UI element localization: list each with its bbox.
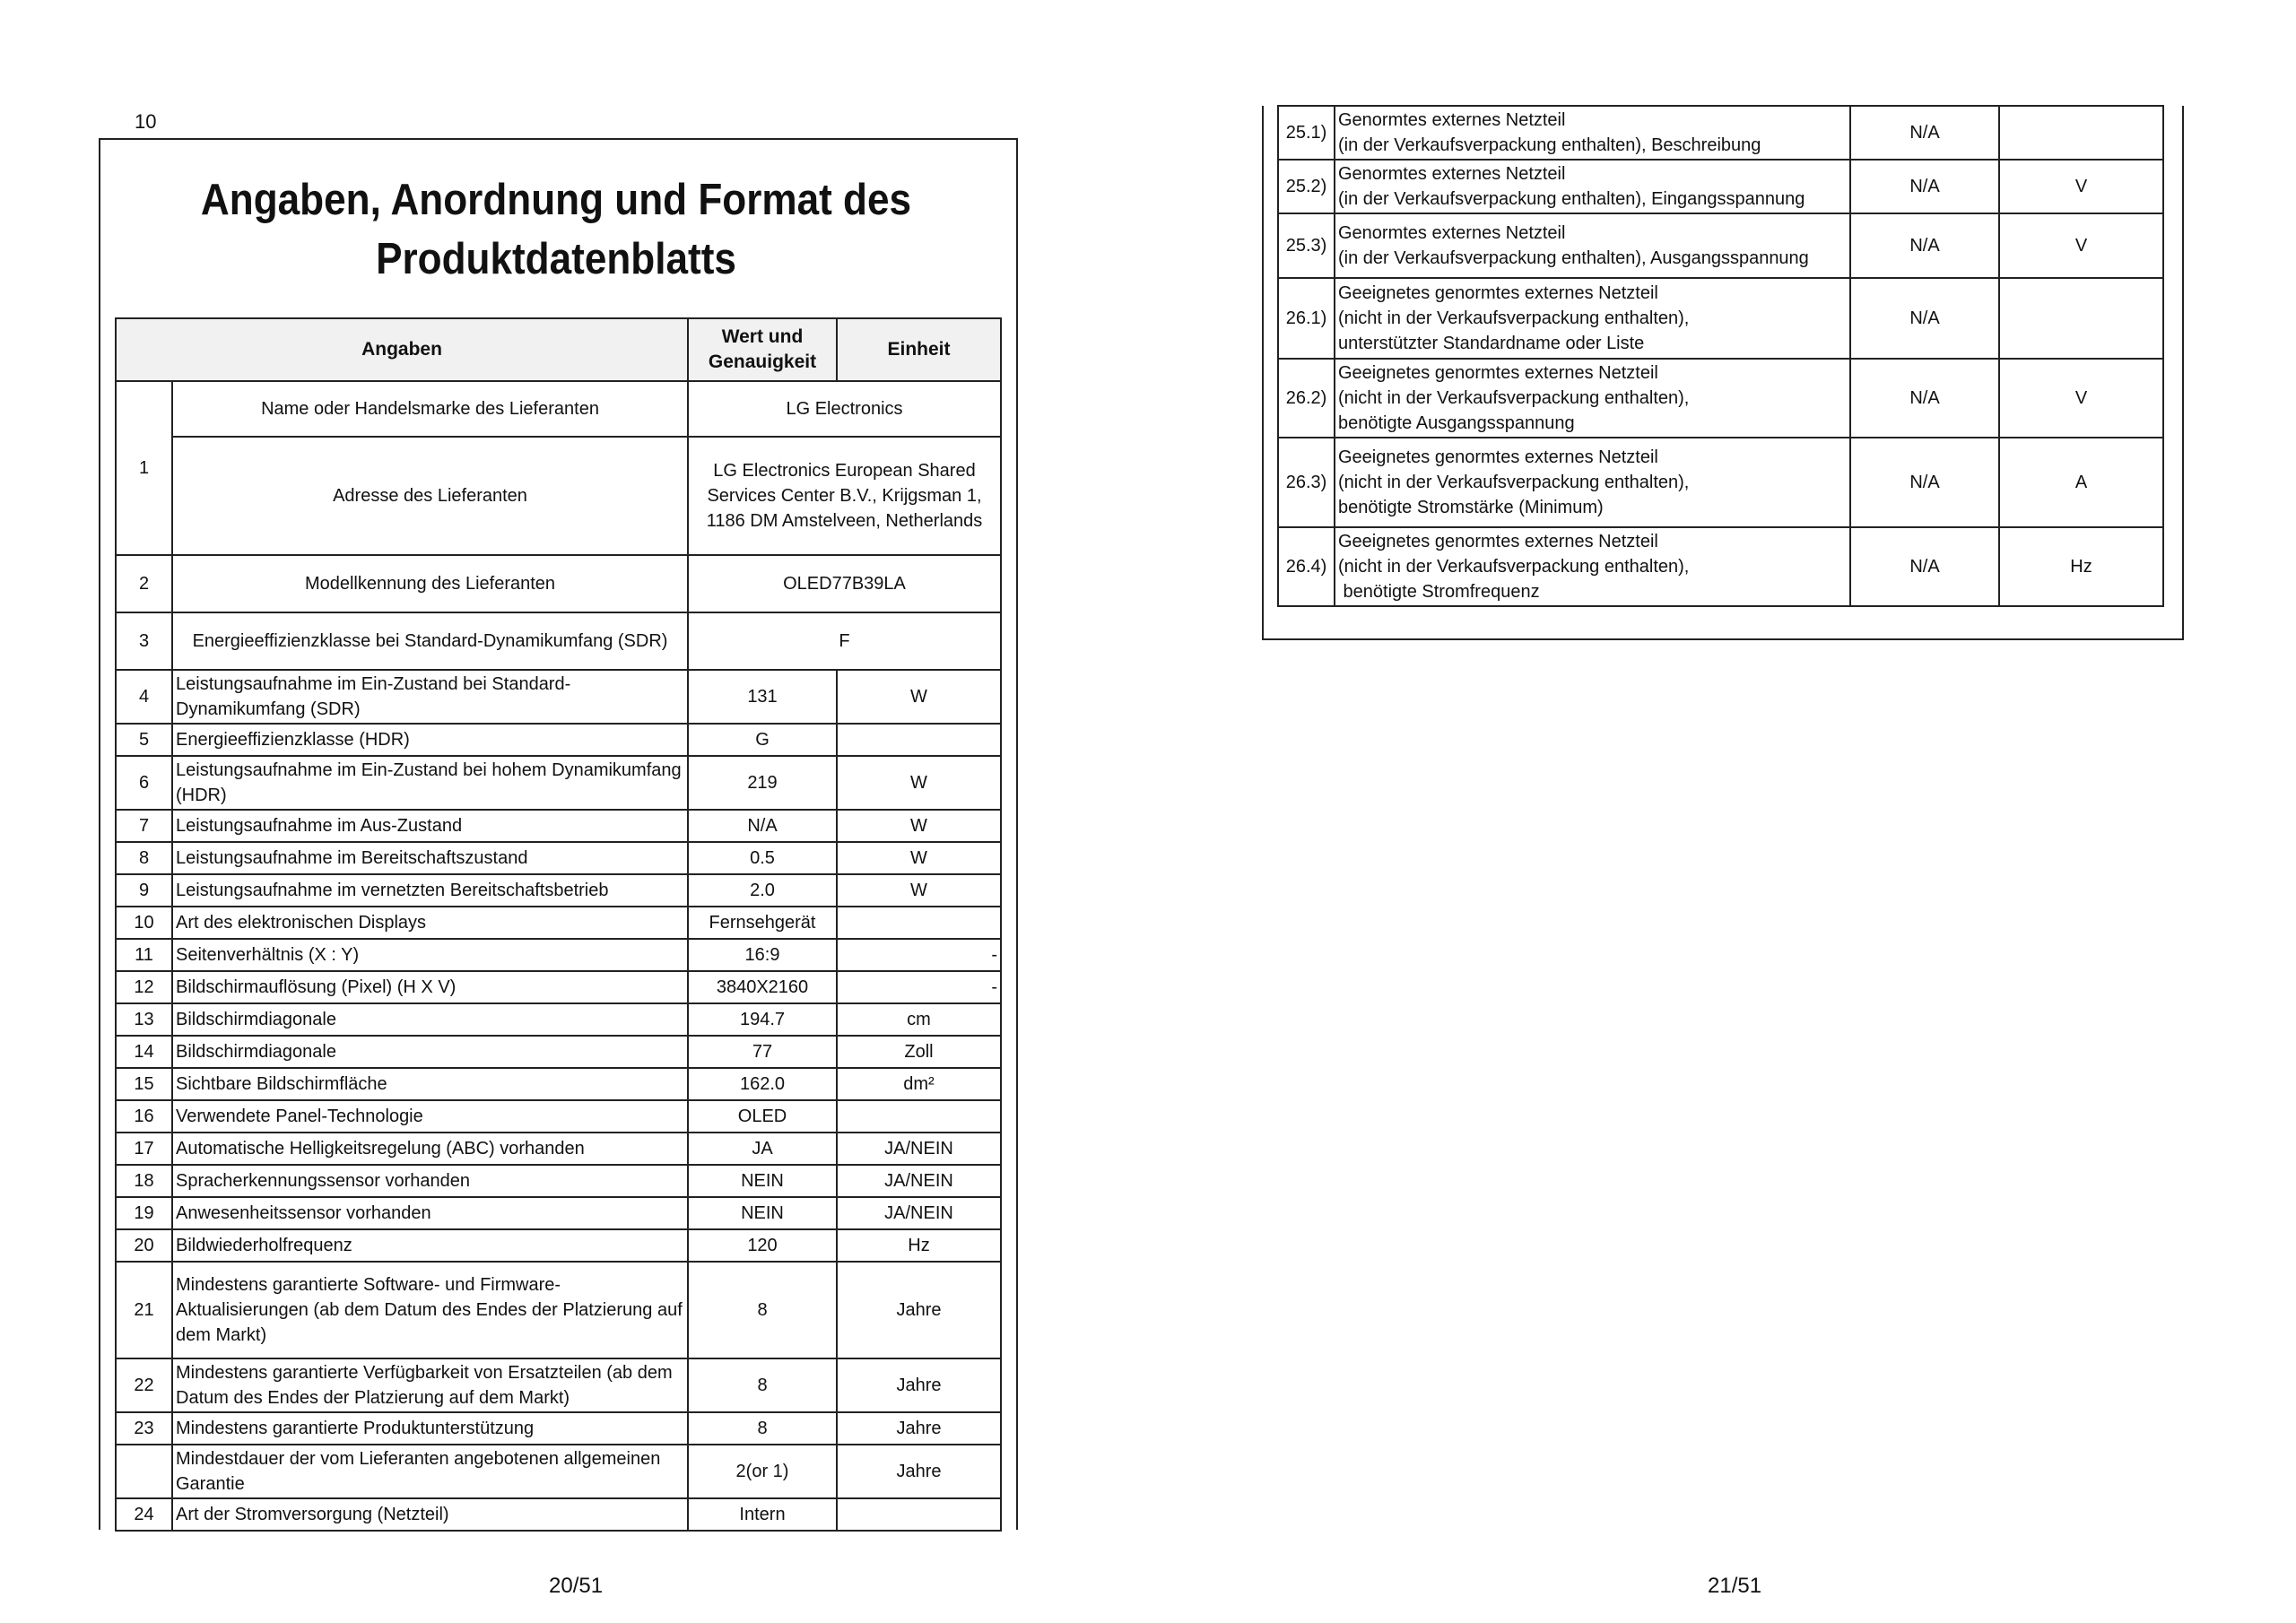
row-unit: Zoll [837, 1036, 1001, 1068]
row-number: 1 [116, 381, 172, 555]
title-line-1: Angaben, Anordnung und Format des [200, 176, 912, 224]
row-value: 2(or 1) [688, 1445, 837, 1498]
header-einheit: Einheit [837, 318, 1001, 381]
row-value: 0.5 [688, 842, 837, 874]
row-unit [837, 1100, 1001, 1133]
row-value: 8 [688, 1412, 837, 1445]
row-value-energy-class-sdr: F [688, 612, 1001, 670]
header-angaben: Angaben [116, 318, 688, 381]
page-title [144, 170, 968, 289]
row-label: Bildwiederholfrequenz [172, 1229, 688, 1262]
row-value: N/A [1850, 438, 1999, 527]
row-label: Mindestens garantierte Software- und Firmware-Aktualisierungen (ab dem Datum des Endes der Platzierung auf dem Markt) [172, 1262, 688, 1358]
row-number: 8 [116, 842, 172, 874]
header-wert: Wert und Genauigkeit [688, 318, 837, 381]
row-label-supplier-name: Name oder Handelsmarke des Lieferanten [172, 381, 688, 437]
row-value-supplier-name: LG Electronics [688, 381, 1001, 437]
page-footer-right: 21/51 [1708, 1574, 1762, 1598]
row-unit: Hz [837, 1229, 1001, 1262]
row-number: 16 [116, 1100, 172, 1133]
row-unit: V [1999, 213, 2163, 278]
row-unit [837, 907, 1001, 939]
row-unit: JA/NEIN [837, 1165, 1001, 1197]
row-value: N/A [1850, 213, 1999, 278]
row-unit: Hz [1999, 527, 2163, 606]
row-value: JA [688, 1133, 837, 1165]
row-unit: JA/NEIN [837, 1197, 1001, 1229]
row-label-model: Modellkennung des Lieferanten [172, 555, 688, 612]
row-value: N/A [1850, 106, 1999, 160]
row-label: Verwendete Panel-Technologie [172, 1100, 688, 1133]
row-number: 17 [116, 1133, 172, 1165]
row-unit: Jahre [837, 1358, 1001, 1412]
row-value: 194.7 [688, 1003, 837, 1036]
row-value: 162.0 [688, 1068, 837, 1100]
page-footer-left: 20/51 [549, 1574, 604, 1598]
row-value: N/A [1850, 527, 1999, 606]
row-label: Art des elektronischen Displays [172, 907, 688, 939]
row-value: 131 [688, 670, 837, 724]
row-number: 3 [116, 612, 172, 670]
power-supply-table [1277, 105, 2164, 607]
row-unit [837, 724, 1001, 756]
row-number: 26.2) [1278, 359, 1335, 438]
row-unit: W [837, 756, 1001, 810]
row-label: Geeignetes genormtes externes Netzteil (nicht in der Verkaufsverpackung enthalten), benötigte Stromfrequenz [1335, 527, 1850, 606]
row-value: 8 [688, 1262, 837, 1358]
row-label: Genormtes externes Netzteil (in der Verkaufsverpackung enthalten), Eingangsspannung [1335, 160, 1850, 213]
row-value: 16:9 [688, 939, 837, 971]
row-number: 2 [116, 555, 172, 612]
row-unit [1999, 106, 2163, 160]
row-number: 15 [116, 1068, 172, 1100]
row-label: Geeignetes genormtes externes Netzteil (nicht in der Verkaufsverpackung enthalten), benötigte Stromstärke (Minimum) [1335, 438, 1850, 527]
product-data-table [115, 317, 1002, 1532]
row-label: Leistungsaufnahme im Ein-Zustand bei hohem Dynamikumfang (HDR) [172, 756, 688, 810]
row-label: Leistungsaufnahme im vernetzten Bereitschaftsbetrieb [172, 874, 688, 907]
row-unit: - [837, 939, 1001, 971]
row-unit: W [837, 842, 1001, 874]
row-label: Bildschirmauflösung (Pixel) (H X V) [172, 971, 688, 1003]
row-label: Sichtbare Bildschirmfläche [172, 1068, 688, 1100]
row-number: 5 [116, 724, 172, 756]
row-unit: W [837, 874, 1001, 907]
row-value: OLED [688, 1100, 837, 1133]
row-label: Genormtes externes Netzteil (in der Verkaufsverpackung enthalten), Ausgangsspannung [1335, 213, 1850, 278]
row-label: Spracherkennungssensor vorhanden [172, 1165, 688, 1197]
row-number [116, 1445, 172, 1498]
row-number: 18 [116, 1165, 172, 1197]
row-label: Leistungsaufnahme im Aus-Zustand [172, 810, 688, 842]
row-number: 25.1) [1278, 106, 1335, 160]
row-number: 21 [116, 1262, 172, 1358]
row-number: 25.3) [1278, 213, 1335, 278]
row-value-supplier-address: LG Electronics European Shared Services Center B.V., Krijgsman 1, 1186 DM Amstelveen, Netherlands [688, 437, 1001, 555]
row-number: 13 [116, 1003, 172, 1036]
row-label: Geeignetes genormtes externes Netzteil (nicht in der Verkaufsverpackung enthalten), benötigte Ausgangsspannung [1335, 359, 1850, 438]
row-unit: V [1999, 359, 2163, 438]
row-number: 7 [116, 810, 172, 842]
row-unit: dm² [837, 1068, 1001, 1100]
row-unit: - [837, 971, 1001, 1003]
row-number: 19 [116, 1197, 172, 1229]
row-label-supplier-address: Adresse des Lieferanten [172, 437, 688, 555]
row-label: Leistungsaufnahme im Bereitschaftszustand [172, 842, 688, 874]
row-number: 10 [116, 907, 172, 939]
row-label: Automatische Helligkeitsregelung (ABC) vorhanden [172, 1133, 688, 1165]
row-label: Bildschirmdiagonale [172, 1036, 688, 1068]
row-label: Genormtes externes Netzteil (in der Verkaufsverpackung enthalten), Beschreibung [1335, 106, 1850, 160]
row-value: N/A [1850, 160, 1999, 213]
row-number: 20 [116, 1229, 172, 1262]
row-value-model: OLED77B39LA [688, 555, 1001, 612]
row-unit [1999, 278, 2163, 359]
row-unit [837, 1498, 1001, 1531]
row-value: Intern [688, 1498, 837, 1531]
row-label: Mindestdauer der vom Lieferanten angebotenen allgemeinen Garantie [172, 1445, 688, 1498]
row-number: 23 [116, 1412, 172, 1445]
row-label-energy-class-sdr: Energieeffizienzklasse bei Standard-Dynamikumfang (SDR) [172, 612, 688, 670]
row-value: 3840X2160 [688, 971, 837, 1003]
row-label: Bildschirmdiagonale [172, 1003, 688, 1036]
page-number: 10 [135, 110, 157, 133]
row-value: 120 [688, 1229, 837, 1262]
title-line-2: Produktdatenblatts [376, 235, 736, 283]
row-number: 4 [116, 670, 172, 724]
row-unit: V [1999, 160, 2163, 213]
row-number: 24 [116, 1498, 172, 1531]
row-number: 14 [116, 1036, 172, 1068]
row-value: G [688, 724, 837, 756]
row-unit: Jahre [837, 1262, 1001, 1358]
row-label: Seitenverhältnis (X : Y) [172, 939, 688, 971]
row-value: N/A [1850, 359, 1999, 438]
row-label: Mindestens garantierte Verfügbarkeit von Ersatzteilen (ab dem Datum des Endes der Platzierung auf dem Markt) [172, 1358, 688, 1412]
row-number: 6 [116, 756, 172, 810]
row-label: Anwesenheitssensor vorhanden [172, 1197, 688, 1229]
row-label: Mindestens garantierte Produktunterstützung [172, 1412, 688, 1445]
row-value: 219 [688, 756, 837, 810]
row-value: N/A [1850, 278, 1999, 359]
row-value: NEIN [688, 1165, 837, 1197]
row-number: 12 [116, 971, 172, 1003]
row-unit: A [1999, 438, 2163, 527]
row-value: 77 [688, 1036, 837, 1068]
row-value: 8 [688, 1358, 837, 1412]
row-number: 11 [116, 939, 172, 971]
row-unit: JA/NEIN [837, 1133, 1001, 1165]
row-unit: Jahre [837, 1445, 1001, 1498]
row-unit: cm [837, 1003, 1001, 1036]
row-label: Art der Stromversorgung (Netzteil) [172, 1498, 688, 1531]
row-number: 9 [116, 874, 172, 907]
row-number: 26.1) [1278, 278, 1335, 359]
row-value: 2.0 [688, 874, 837, 907]
row-number: 22 [116, 1358, 172, 1412]
row-value: NEIN [688, 1197, 837, 1229]
row-label: Energieeffizienzklasse (HDR) [172, 724, 688, 756]
row-unit: W [837, 670, 1001, 724]
row-label: Geeignetes genormtes externes Netzteil (nicht in der Verkaufsverpackung enthalten), unterstützter Standardname oder Liste [1335, 278, 1850, 359]
row-unit: Jahre [837, 1412, 1001, 1445]
row-number: 25.2) [1278, 160, 1335, 213]
row-unit: W [837, 810, 1001, 842]
row-number: 26.3) [1278, 438, 1335, 527]
row-number: 26.4) [1278, 527, 1335, 606]
row-value: Fernsehgerät [688, 907, 837, 939]
row-value: N/A [688, 810, 837, 842]
row-label: Leistungsaufnahme im Ein-Zustand bei Standard-Dynamikumfang (SDR) [172, 670, 688, 724]
